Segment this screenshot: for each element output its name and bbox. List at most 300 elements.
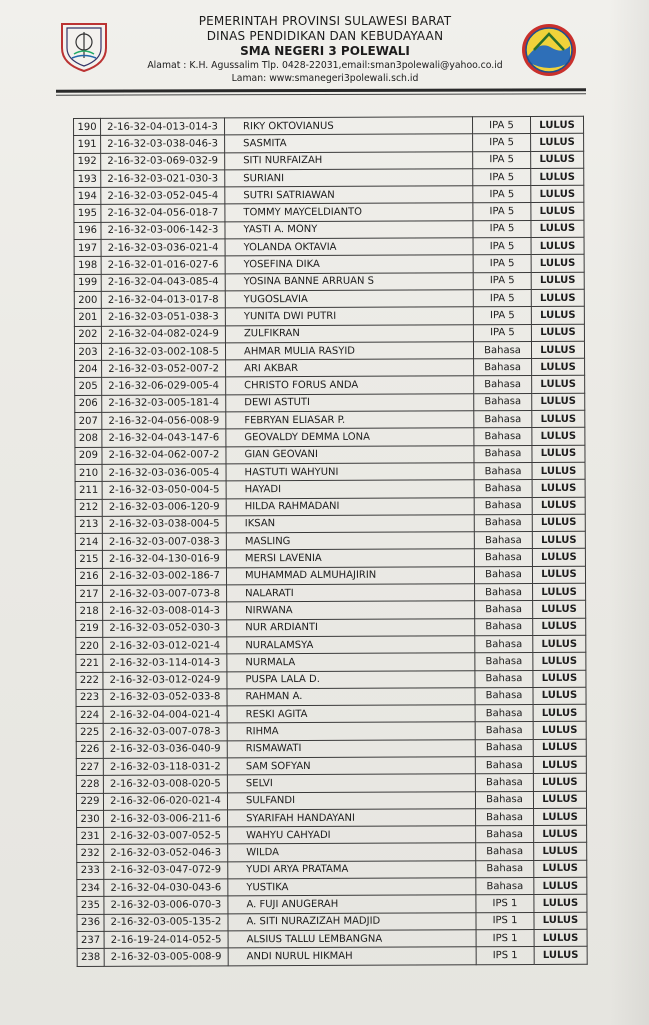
row-number: 209	[75, 447, 102, 464]
exam-number: 2-16-32-04-013-014-3	[101, 118, 225, 136]
table-row	[77, 947, 587, 967]
government-name: PEMERINTAH PROVINSI SULAWESI BARAT	[198, 14, 452, 28]
row-number: 194	[74, 188, 101, 205]
table-row	[74, 289, 584, 309]
row-number: 226	[76, 741, 103, 758]
graduation-status: LULUS	[532, 376, 585, 394]
table-row	[75, 376, 585, 396]
exam-number: 2-16-32-03-021-030-3	[101, 170, 225, 188]
graduation-status: LULUS	[532, 497, 585, 515]
graduation-status: LULUS	[534, 825, 587, 843]
graduation-status: LULUS	[534, 929, 587, 947]
program-class: Bahasa	[474, 359, 532, 377]
row-number: 192	[74, 153, 101, 170]
exam-number: 2-16-32-03-114-014-3	[103, 654, 227, 672]
student-name: SURIANI	[225, 169, 473, 187]
student-name: ZULFIKRAN	[225, 324, 473, 342]
program-class: Bahasa	[475, 774, 533, 792]
program-class: IPA 5	[473, 168, 531, 186]
student-name: SITI NURFAIZAH	[225, 151, 473, 169]
row-number: 230	[77, 810, 104, 827]
graduation-status: LULUS	[533, 601, 586, 619]
row-number: 193	[74, 170, 101, 187]
program-class: Bahasa	[474, 393, 532, 411]
exam-number: 2-16-32-04-043-085-4	[101, 274, 225, 292]
row-number: 233	[77, 862, 104, 879]
graduation-status: LULUS	[530, 116, 583, 134]
student-name: YUNITA DWI PUTRI	[225, 307, 473, 325]
graduation-status: LULUS	[533, 722, 586, 740]
program-class: Bahasa	[475, 653, 533, 671]
row-number: 221	[76, 655, 103, 672]
row-number: 220	[76, 637, 103, 654]
row-number: 232	[77, 845, 104, 862]
exam-number: 2-16-32-03-007-052-5	[104, 827, 228, 845]
table-row	[75, 531, 585, 551]
student-name: CHRISTO FORUS ANDA	[226, 376, 474, 394]
table-row	[74, 255, 584, 275]
program-class: Bahasa	[476, 878, 534, 896]
student-name: FEBRYAN ELIASAR P.	[226, 411, 474, 429]
graduation-status: LULUS	[531, 324, 584, 342]
table-row	[76, 739, 586, 759]
program-class: Bahasa	[475, 791, 533, 809]
table-row	[76, 774, 586, 794]
row-number: 204	[75, 361, 102, 378]
program-class: Bahasa	[475, 705, 533, 723]
student-name: GIAN GEOVANI	[226, 445, 474, 463]
program-class: IPA 5	[473, 134, 531, 152]
table-row	[75, 410, 585, 430]
exam-number: 2-16-32-04-030-043-6	[104, 879, 228, 897]
graduation-status: LULUS	[532, 531, 585, 549]
exam-number: 2-16-32-03-008-014-3	[103, 602, 227, 620]
student-name: YOSINA BANNE ARRUAN S	[225, 272, 473, 290]
table-row	[74, 220, 584, 240]
row-number: 214	[75, 534, 102, 551]
exam-number: 2-16-32-04-056-018-7	[101, 204, 225, 222]
table-body	[74, 116, 588, 966]
exam-number: 2-16-32-03-005-181-4	[102, 395, 226, 413]
graduation-list-table	[73, 116, 588, 967]
row-number: 224	[76, 706, 103, 723]
table-row	[77, 929, 587, 949]
program-class: Bahasa	[476, 826, 534, 844]
row-number: 225	[76, 724, 103, 741]
row-number: 208	[75, 430, 102, 447]
exam-number: 2-16-32-04-062-007-2	[102, 446, 226, 464]
exam-number: 2-16-32-03-012-024-9	[103, 671, 227, 689]
exam-number: 2-16-32-03-052-033-8	[103, 689, 227, 707]
exam-number: 2-16-32-03-012-021-4	[103, 637, 227, 655]
department-name: DINAS PENDIDIKAN DAN KEBUDAYAAN	[206, 29, 444, 43]
exam-number: 2-16-32-03-006-070-3	[104, 896, 228, 914]
table-row	[75, 549, 585, 569]
graduation-status: LULUS	[533, 687, 586, 705]
table-row	[74, 116, 584, 136]
student-name: ANDI NURUL HIKMAH	[228, 947, 476, 965]
program-class: IPS 1	[476, 895, 534, 913]
program-class: IPA 5	[473, 186, 531, 204]
row-number: 211	[75, 482, 102, 499]
graduation-status: LULUS	[532, 445, 585, 463]
program-class: Bahasa	[475, 687, 533, 705]
exam-number: 2-16-32-03-006-120-9	[102, 498, 226, 516]
program-class: IPA 5	[473, 203, 531, 221]
program-class: Bahasa	[475, 739, 533, 757]
student-name: NUR ARDIANTI	[227, 618, 475, 636]
program-class: IPS 1	[476, 947, 534, 965]
student-name: NURMALA	[227, 653, 475, 671]
graduation-status: LULUS	[532, 566, 585, 584]
table-row	[75, 480, 585, 500]
student-name: RIKY OKTOVIANUS	[225, 117, 473, 135]
row-number: 191	[74, 136, 101, 153]
graduation-status: LULUS	[533, 652, 586, 670]
student-name: YUSTIKA	[228, 878, 476, 896]
row-number: 215	[75, 551, 102, 568]
row-number: 237	[77, 931, 104, 948]
table-row	[74, 324, 584, 344]
student-name: RISMAWATI	[227, 739, 475, 757]
student-name: YUGOSLAVIA	[225, 290, 473, 308]
student-name: A. FUJI ANUGERAH	[228, 895, 476, 913]
student-name: DEWI ASTUTI	[226, 394, 474, 412]
graduation-status: LULUS	[531, 307, 584, 325]
program-class: IPA 5	[473, 307, 531, 325]
graduation-status: LULUS	[533, 756, 586, 774]
table-row	[77, 860, 587, 880]
student-name: MASLING	[226, 532, 474, 550]
exam-number: 2-16-32-06-020-021-4	[103, 792, 227, 810]
student-name: AHMAR MULIA RASYID	[225, 342, 473, 360]
student-name: RAHMAN A.	[227, 688, 475, 706]
graduation-status: LULUS	[534, 912, 587, 930]
exam-number: 2-16-32-03-118-031-2	[103, 758, 227, 776]
graduation-status: LULUS	[531, 272, 584, 290]
exam-number: 2-16-32-03-006-142-3	[101, 222, 225, 240]
exam-number: 2-16-32-03-038-046-3	[101, 135, 225, 153]
exam-number: 2-16-32-01-016-027-6	[101, 256, 225, 274]
table-row	[75, 514, 585, 534]
student-name: SASMITA	[225, 134, 473, 152]
student-name: IKSAN	[226, 515, 474, 533]
graduation-status: LULUS	[532, 462, 585, 480]
student-name: YASTI A. MONY	[225, 221, 473, 239]
graduation-status: LULUS	[532, 514, 585, 532]
student-name: ALSIUS TALLU LEMBANGNA	[228, 930, 476, 948]
table-row	[76, 618, 586, 638]
row-number: 200	[74, 291, 101, 308]
table-row	[76, 756, 586, 776]
table-row	[76, 704, 586, 724]
exam-number: 2-16-32-03-036-040-9	[103, 741, 227, 759]
student-name: ARI AKBAR	[226, 359, 474, 377]
exam-number: 2-16-32-03-005-135-2	[104, 913, 228, 931]
student-name: MERSI LAVENIA	[226, 549, 474, 567]
row-number: 196	[74, 222, 101, 239]
program-class: IPA 5	[473, 289, 531, 307]
student-name: NALARATI	[227, 584, 475, 602]
graduation-status: LULUS	[533, 774, 586, 792]
exam-number: 2-16-32-03-007-073-8	[103, 585, 227, 603]
program-class: IPA 5	[473, 255, 531, 273]
program-class: Bahasa	[474, 514, 532, 532]
exam-number: 2-16-32-03-006-211-6	[104, 810, 228, 828]
student-name: YOLANDA OKTAVIA	[225, 238, 473, 256]
row-number: 213	[75, 516, 102, 533]
row-number: 197	[74, 239, 101, 256]
program-class: IPA 5	[473, 220, 531, 238]
row-number: 205	[75, 378, 102, 395]
row-number: 202	[74, 326, 101, 343]
row-number: 195	[74, 205, 101, 222]
page-shade	[609, 0, 649, 1025]
table-row	[77, 912, 587, 932]
graduation-status: LULUS	[534, 808, 587, 826]
program-class: IPA 5	[473, 238, 531, 256]
row-number: 234	[77, 879, 104, 896]
table-row	[74, 134, 584, 154]
table-row	[74, 237, 584, 257]
program-class: Bahasa	[476, 860, 534, 878]
student-name: SYARIFAH HANDAYANI	[228, 809, 476, 827]
graduation-status: LULUS	[533, 583, 586, 601]
table-row	[74, 307, 584, 327]
student-name: HAYADI	[226, 480, 474, 498]
program-class: Bahasa	[475, 584, 533, 602]
student-name: PUSPA LALA D.	[227, 670, 475, 688]
exam-number: 2-16-32-03-002-186-7	[102, 568, 226, 586]
row-number: 223	[76, 689, 103, 706]
graduation-status: LULUS	[534, 895, 587, 913]
table-row	[76, 670, 586, 690]
program-class: Bahasa	[474, 566, 532, 584]
program-class: IPA 5	[473, 151, 531, 169]
row-number: 203	[74, 343, 101, 360]
table-row	[74, 203, 584, 223]
program-class: Bahasa	[475, 635, 533, 653]
row-number: 190	[74, 118, 101, 135]
row-number: 212	[75, 499, 102, 516]
row-number: 236	[77, 914, 104, 931]
table-row	[76, 583, 586, 603]
row-number: 228	[76, 776, 103, 793]
exam-number: 2-16-32-03-069-032-9	[101, 152, 225, 170]
table-row	[77, 808, 587, 828]
table-row	[76, 601, 586, 621]
exam-number: 2-16-32-04-043-147-6	[102, 429, 226, 447]
table-row	[74, 168, 584, 188]
row-number: 216	[75, 568, 102, 585]
student-name: HILDA RAHMADANI	[226, 497, 474, 515]
exam-number: 2-16-32-04-056-008-9	[102, 412, 226, 430]
graduation-status: LULUS	[531, 151, 584, 169]
student-name: YUDI ARYA PRATAMA	[228, 861, 476, 879]
school-website: Laman: www:smanegeri3polewali.sch.id	[231, 73, 419, 84]
exam-number: 2-16-32-03-052-007-2	[102, 360, 226, 378]
table-row	[77, 895, 587, 915]
exam-number: 2-16-32-03-038-004-5	[102, 516, 226, 534]
exam-number: 2-16-32-04-130-016-9	[102, 550, 226, 568]
table-row	[75, 428, 585, 448]
letterhead	[110, 14, 540, 85]
exam-number: 2-16-32-06-029-005-4	[102, 377, 226, 395]
school-emblem-logo	[520, 22, 578, 78]
graduation-status: LULUS	[534, 860, 587, 878]
row-number: 222	[76, 672, 103, 689]
student-name: SULFANDI	[227, 791, 475, 809]
exam-number: 2-16-32-04-013-017-8	[101, 291, 225, 309]
program-class: Bahasa	[476, 808, 534, 826]
program-class: Bahasa	[473, 341, 531, 359]
graduation-status: LULUS	[531, 220, 584, 238]
graduation-status: LULUS	[531, 289, 584, 307]
row-number: 219	[76, 620, 103, 637]
exam-number: 2-16-32-03-005-008-9	[104, 948, 228, 966]
graduation-status: LULUS	[533, 704, 586, 722]
table-row	[75, 393, 585, 413]
program-class: Bahasa	[474, 376, 532, 394]
program-class: Bahasa	[474, 428, 532, 446]
table-row	[74, 272, 584, 292]
graduation-status: LULUS	[532, 480, 585, 498]
program-class: Bahasa	[475, 756, 533, 774]
program-class: IPA 5	[473, 324, 531, 342]
table-row	[77, 877, 587, 897]
program-class: Bahasa	[474, 532, 532, 550]
exam-number: 2-16-32-03-007-078-3	[103, 723, 227, 741]
row-number: 201	[74, 309, 101, 326]
exam-number: 2-16-32-03-007-038-3	[102, 533, 226, 551]
program-class: Bahasa	[475, 722, 533, 740]
student-name: WILDA	[228, 843, 476, 861]
letterhead-rule-thick	[56, 88, 586, 92]
graduation-status: LULUS	[531, 168, 584, 186]
student-name: A. SITI NURAZIZAH MADJID	[228, 912, 476, 930]
graduation-status: LULUS	[532, 410, 585, 428]
row-number: 238	[77, 949, 104, 966]
student-name: SELVI	[227, 774, 475, 792]
program-class: IPS 1	[476, 929, 534, 947]
row-number: 217	[76, 585, 103, 602]
table-row	[77, 843, 587, 863]
program-class: IPA 5	[472, 117, 530, 135]
program-class: Bahasa	[474, 445, 532, 463]
graduation-status: LULUS	[531, 255, 584, 273]
row-number: 227	[76, 758, 103, 775]
program-class: Bahasa	[476, 843, 534, 861]
row-number: 210	[75, 464, 102, 481]
row-number: 207	[75, 412, 102, 429]
program-class: Bahasa	[475, 601, 533, 619]
exam-number: 2-16-32-04-082-024-9	[101, 325, 225, 343]
exam-number: 2-16-32-03-050-004-5	[102, 481, 226, 499]
graduation-status: LULUS	[533, 670, 586, 688]
graduation-status: LULUS	[531, 203, 584, 221]
table-row	[74, 151, 584, 171]
graduation-status: LULUS	[533, 791, 586, 809]
table-row	[75, 462, 585, 482]
student-name: RIHMA	[227, 722, 475, 740]
exam-number: 2-16-32-03-008-020-5	[103, 775, 227, 793]
program-class: Bahasa	[474, 480, 532, 498]
table-row	[77, 825, 587, 845]
student-name: GEOVALDY DEMMA LONA	[226, 428, 474, 446]
letterhead-rule-thin	[56, 93, 586, 95]
table-row	[74, 185, 584, 205]
exam-number: 2-16-32-03-047-072-9	[104, 862, 228, 880]
student-name: NIRWANA	[227, 601, 475, 619]
exam-number: 2-16-32-03-002-108-5	[101, 343, 225, 361]
graduation-status: LULUS	[532, 428, 585, 446]
exam-number: 2-16-32-03-052-045-4	[101, 187, 225, 205]
graduation-status: LULUS	[533, 635, 586, 653]
graduation-status: LULUS	[531, 185, 584, 203]
school-address: Alamat : K.H. Agussalim Tlp. 0428-22031,email:sman3polewali@yahoo.co.id	[147, 60, 503, 71]
graduation-status: LULUS	[534, 947, 587, 965]
exam-number: 2-16-32-03-036-021-4	[101, 239, 225, 257]
graduation-status: LULUS	[534, 877, 587, 895]
row-number: 235	[77, 897, 104, 914]
table-row	[75, 497, 585, 517]
graduation-status: LULUS	[532, 358, 585, 376]
graduation-status: LULUS	[533, 739, 586, 757]
exam-number: 2-16-32-03-052-030-3	[103, 619, 227, 637]
student-name: NURALAMSYA	[227, 636, 475, 654]
row-number: 206	[75, 395, 102, 412]
student-name: SUTRI SATRIAWAN	[225, 186, 473, 204]
province-crest-logo	[56, 18, 112, 74]
program-class: Bahasa	[474, 497, 532, 515]
row-number: 231	[77, 828, 104, 845]
table-row	[76, 722, 586, 742]
table-row	[76, 652, 586, 672]
graduation-status: LULUS	[531, 341, 584, 359]
graduation-status: LULUS	[533, 618, 586, 636]
graduation-status: LULUS	[532, 549, 585, 567]
row-number: 229	[76, 793, 103, 810]
graduation-status: LULUS	[532, 393, 585, 411]
graduation-status: LULUS	[534, 843, 587, 861]
row-number: 199	[74, 274, 101, 291]
student-name: YOSEFINA DIKA	[225, 255, 473, 273]
row-number: 218	[76, 603, 103, 620]
exam-number: 2-16-32-03-051-038-3	[101, 308, 225, 326]
graduation-status: LULUS	[531, 237, 584, 255]
student-name: MUHAMMAD ALMUHAJIRIN	[226, 566, 474, 584]
table-row	[76, 791, 586, 811]
student-name: SAM SOFYAN	[227, 757, 475, 775]
table-row	[74, 341, 584, 361]
program-class: Bahasa	[474, 549, 532, 567]
student-name: HASTUTI WAHYUNI	[226, 463, 474, 481]
exam-number: 2-16-32-03-052-046-3	[104, 844, 228, 862]
table-row	[75, 566, 585, 586]
student-name: RESKI AGITA	[227, 705, 475, 723]
program-class: Bahasa	[475, 670, 533, 688]
program-class: Bahasa	[474, 411, 532, 429]
program-class: Bahasa	[474, 462, 532, 480]
row-number: 198	[74, 257, 101, 274]
graduation-status: LULUS	[531, 134, 584, 152]
table-row	[76, 635, 586, 655]
table-row	[75, 445, 585, 465]
table-row	[75, 358, 585, 378]
exam-number: 2-16-19-24-014-052-5	[104, 931, 228, 949]
exam-number: 2-16-32-03-036-005-4	[102, 464, 226, 482]
program-class: IPS 1	[476, 912, 534, 930]
